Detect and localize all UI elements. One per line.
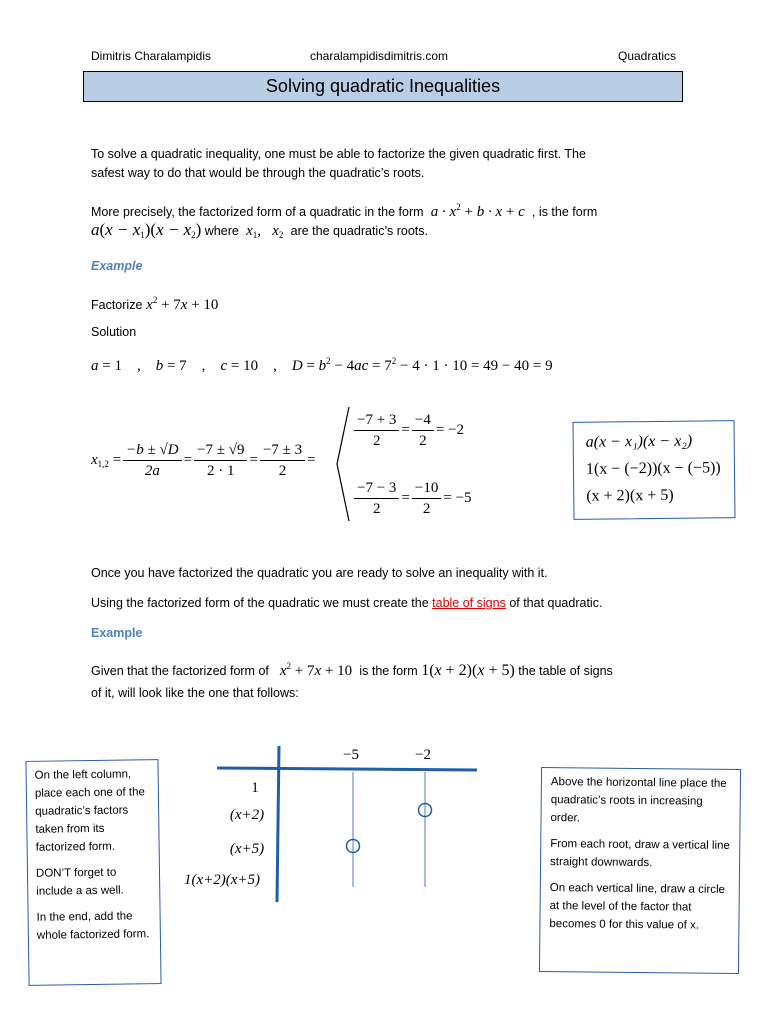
middle-p3 [91, 657, 613, 681]
left-note-p2: DON’T forget to include a as well. [35, 866, 124, 898]
roots-math: $x_1$, $x_2$ [242, 223, 284, 240]
factorize-label: Factorize [91, 298, 143, 312]
sign-table [165, 740, 485, 910]
factor-line-3: (x + 2)(x + 5) [586, 486, 674, 505]
sign-table-vertical-line [277, 746, 279, 902]
factor-line-1: a(x − x₁)(x − x₂) [585, 432, 693, 451]
row-label-x-plus-5: (x+5) [229, 841, 265, 857]
left-note-box [25, 759, 161, 986]
root-label-minus-2: −2 [415, 747, 431, 763]
intro-line-1: To solve a quadratic inequality, one must be able to factorize the given quadratic first. The [91, 147, 586, 161]
root-label-minus-5: −5 [343, 747, 359, 763]
quadratic-formula: $x_{1,2}$ = $\frac{-b \pm √D}{2a}$ = $\frac{-7 \pm √9}{2 \cdot 1}$ = $\frac{-7 \pm 3}{2}$ = [91, 442, 316, 479]
middle-p3-mid: is the form [359, 664, 418, 678]
factorize-line [91, 291, 218, 315]
general-quadratic-math: $a \cdot x^2 + b \cdot x + c$ [427, 202, 529, 220]
example-label-2: Example [91, 626, 143, 640]
right-note-box [539, 767, 741, 974]
middle-p3-end: the table of signs [518, 664, 613, 678]
factorize-expression: $x^2 + 7x + 10$ [142, 295, 219, 313]
intro-p2-mid: , is the form [531, 205, 598, 219]
intro-p2-end: are the quadratic’s roots. [290, 224, 428, 238]
factorized-general-math: $a(x - x_1)(x - x_2)$ [91, 220, 202, 240]
middle-p3-line2: of it, will look like the one that follows: [91, 686, 299, 700]
right-note-p2: From each root, draw a vertical line straight downwards. [550, 838, 730, 870]
coefficients-line: a = 1 , b = 7 , c = 10 , $D = b^2 - 4ac = 7^2 - 4 \cdot 1 \cdot 10 = 49 - 40 = 9$ [91, 356, 553, 374]
middle-p2-end: of that quadratic. [509, 596, 603, 610]
row-label-product: 1(x+2)(x+5) [183, 872, 261, 888]
root-second-calc: $\frac{-7 - 3}{2}$ = $\frac{-10}{2}$ = −5 [352, 478, 472, 519]
header-author: Dimitris Charalampidis [91, 49, 212, 63]
middle-p2-start: Using the factorized form of the quadratic we must create the [91, 596, 429, 610]
middle-p1: Once you have factorized the quadratic you are ready to solve an inequality with it. [91, 566, 548, 580]
intro-factorized-line [91, 220, 428, 245]
case-bracket [333, 405, 353, 523]
solution-label: Solution [91, 325, 137, 339]
intro-formula-line [91, 198, 597, 222]
header-topic: Quadratics [618, 49, 677, 63]
row-label-x-plus-2: (x+2) [229, 807, 265, 823]
right-note-p1: Above the horizontal line place the quadratic’s roots in increasing order. [550, 776, 727, 825]
intro-p2-where: where [204, 224, 239, 238]
page-title: Solving quadratic Inequalities [83, 71, 683, 102]
right-note-p3: On each vertical line, draw a circle at the level of the factor that becomes 0 for this value of x. [549, 882, 726, 932]
factor-line-2: 1(x − (−2))(x − (−5)) [585, 459, 721, 478]
middle-p3-start: Given that the factorized form of [91, 664, 269, 678]
middle-p2 [91, 594, 602, 613]
left-note-p3: In the end, add the whole factorized form. [36, 910, 150, 942]
root-first-calc: $\frac{-7 + 3}{2}$ = $\frac{-4}{2}$ = −2 [352, 410, 464, 451]
quadratic-expression: $x^2 + 7x + 10$ [272, 661, 353, 679]
intro-line-2: safest way to do that would be through the quadratic’s roots. [91, 166, 425, 180]
row-label-a: 1 [251, 780, 259, 796]
factorized-expression: 1(x + 2)(x + 5) [421, 662, 515, 679]
example-label-1: Example [91, 259, 143, 273]
header-site: charalampidisdimitris.com [310, 49, 449, 63]
table-of-signs-link[interactable]: table of signs [432, 596, 506, 610]
sign-table-horizontal-line [217, 768, 477, 770]
factorized-result-box [572, 420, 735, 520]
left-note-p1: On the left column, place each one of the quadratic’s factors taken from its factorized form. [34, 768, 145, 854]
intro-p2-start: More precisely, the factorized form of a quadratic in the form [91, 205, 424, 219]
